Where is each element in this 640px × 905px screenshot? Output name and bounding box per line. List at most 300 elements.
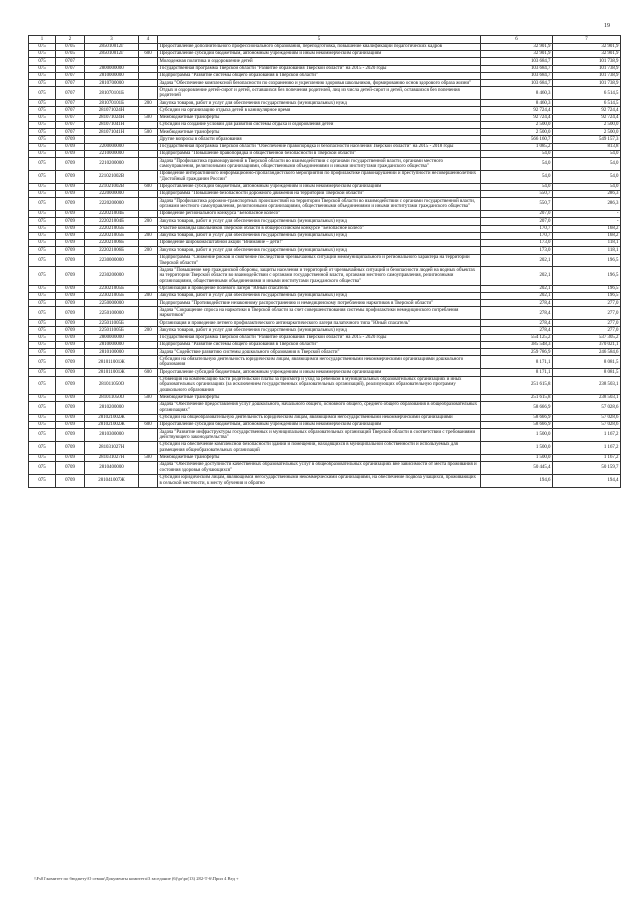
table-row bbox=[29, 232, 621, 239]
ministry-code-cell: 075 bbox=[29, 349, 56, 356]
description-cell: Субсидии на общеобразовательную деятельность юридическим лицам, являющимся негосударственными некоммерческими организациями bbox=[158, 414, 481, 421]
amount-2018-cell: 286,3 bbox=[553, 191, 621, 198]
target-article-cell: 2250000000 bbox=[85, 300, 139, 307]
target-article-cell: 281071024Н bbox=[85, 114, 139, 121]
amount-2017-cell: 278,4 bbox=[481, 327, 553, 334]
amount-2017-cell: 92 724,4 bbox=[481, 107, 553, 114]
amount-2017-cell: 8 171,1 bbox=[481, 369, 553, 376]
amount-2017-cell: 202,1 bbox=[481, 285, 553, 292]
amount-2017-cell: 8 171,1 bbox=[481, 356, 553, 369]
amount-2017-cell: 554 125,2 bbox=[481, 334, 553, 341]
section-code-cell: 0705 bbox=[56, 51, 85, 58]
table-row bbox=[29, 462, 621, 475]
amount-2017-cell: 2 500,0 bbox=[481, 121, 553, 128]
expense-type-cell bbox=[139, 402, 158, 415]
ministry-code-cell: 075 bbox=[29, 307, 56, 320]
target-article-cell bbox=[85, 136, 139, 143]
expense-type-cell: 600 bbox=[139, 51, 158, 58]
table-row bbox=[29, 422, 621, 429]
amount-2017-cell: 103 684,7 bbox=[481, 58, 553, 65]
target-article-cell: 225011005Б bbox=[85, 320, 139, 327]
amount-2018-cell: 118,1 bbox=[553, 240, 621, 247]
description-cell: Организация и проведение полевого лагеря "Юный спасатель" bbox=[158, 285, 481, 292]
ministry-code-cell: 075 bbox=[29, 232, 56, 239]
expense-type-cell bbox=[139, 121, 158, 128]
expense-type-cell bbox=[139, 474, 158, 487]
amount-2017-cell: 103 684,7 bbox=[481, 72, 553, 79]
table-row bbox=[29, 394, 621, 401]
amount-2018-cell: 194,4 bbox=[553, 474, 621, 487]
table-row bbox=[29, 285, 621, 292]
ministry-code-cell: 075 bbox=[29, 51, 56, 58]
table-row bbox=[29, 267, 621, 285]
amount-2018-cell: 8 081,5 bbox=[553, 369, 621, 376]
section-code-cell: 0709 bbox=[56, 225, 85, 232]
section-code-cell: 0709 bbox=[56, 292, 85, 299]
expense-type-cell: 200 bbox=[139, 100, 158, 107]
expense-type-cell bbox=[139, 191, 158, 198]
expense-type-cell bbox=[139, 225, 158, 232]
description-cell: Подпрограмма "Повышение правопорядка и общественной безопасности в Тверской области" bbox=[158, 150, 481, 157]
target-article-cell: 2810300000 bbox=[85, 429, 139, 442]
section-code-cell: 0709 bbox=[56, 232, 85, 239]
ministry-code-cell: 075 bbox=[29, 292, 56, 299]
expense-type-cell bbox=[139, 136, 158, 143]
target-article-cell: 281011050О bbox=[85, 394, 139, 401]
amount-2018-cell: 277,0 bbox=[553, 307, 621, 320]
amount-2018-cell: - bbox=[553, 218, 621, 225]
amount-2018-cell: 118,1 bbox=[553, 247, 621, 254]
ministry-code-cell: 075 bbox=[29, 254, 56, 267]
table-row bbox=[29, 80, 621, 87]
section-code-cell: 0707 bbox=[56, 107, 85, 114]
target-article-cell: 2810700000 bbox=[85, 80, 139, 87]
amount-2018-cell: 370 021,1 bbox=[553, 341, 621, 348]
section-code-cell: 0709 bbox=[56, 356, 85, 369]
ministry-code-cell: 075 bbox=[29, 394, 56, 401]
budget-table bbox=[28, 35, 621, 488]
ministry-code-cell: 075 bbox=[29, 402, 56, 415]
section-code-cell: 0709 bbox=[56, 191, 85, 198]
amount-2018-cell: 238 503,1 bbox=[553, 376, 621, 394]
section-code-cell: 0709 bbox=[56, 240, 85, 247]
amount-2017-cell: 170,7 bbox=[481, 232, 553, 239]
section-code-cell: 0709 bbox=[56, 267, 85, 285]
expense-type-cell bbox=[139, 65, 158, 72]
table-row bbox=[29, 225, 621, 232]
amount-2018-cell: 50 159,7 bbox=[553, 462, 621, 475]
table-row bbox=[29, 150, 621, 157]
amount-2017-cell: 54,0 bbox=[481, 158, 553, 171]
section-code-cell: 0709 bbox=[56, 320, 85, 327]
section-code-cell: 0709 bbox=[56, 143, 85, 150]
expense-type-cell bbox=[139, 356, 158, 369]
table-row bbox=[29, 211, 621, 218]
table-row bbox=[29, 349, 621, 356]
amount-2018-cell: 196,5 bbox=[553, 285, 621, 292]
table-row bbox=[29, 307, 621, 320]
ministry-code-cell: 075 bbox=[29, 240, 56, 247]
section-code-cell: 0709 bbox=[56, 422, 85, 429]
table-row bbox=[29, 65, 621, 72]
description-cell: Межбюджетные трансферты bbox=[158, 129, 481, 136]
description-cell: Другие вопросы в области образования bbox=[158, 136, 481, 143]
amount-2017-cell: 1 085,2 bbox=[481, 143, 553, 150]
description-cell: Закупка товаров, работ и услуг для обеспечения государственных (муниципальных) нужд bbox=[158, 292, 481, 299]
section-code-cell: 0707 bbox=[56, 129, 85, 136]
section-code-cell: 0709 bbox=[56, 394, 85, 401]
ministry-code-cell: 075 bbox=[29, 114, 56, 121]
amount-2017-cell: 50 445,4 bbox=[481, 462, 553, 475]
table-row bbox=[29, 171, 621, 184]
table-row bbox=[29, 121, 621, 128]
section-code-cell: 0709 bbox=[56, 474, 85, 487]
target-article-cell: 2800000000 bbox=[85, 334, 139, 341]
description-cell: Субсидии на обеспечение комплексной безопасности зданий и помещений, находящихся в муниципальной собственности и используемых для размещения общеобразовательных организаций bbox=[158, 442, 481, 455]
amount-2018-cell: 6 514,5 bbox=[553, 100, 621, 107]
ministry-code-cell: 075 bbox=[29, 320, 56, 327]
amount-2018-cell: 1 167,2 bbox=[553, 429, 621, 442]
amount-2017-cell: 170,7 bbox=[481, 225, 553, 232]
table-row bbox=[29, 376, 621, 394]
section-code-cell: 0709 bbox=[56, 334, 85, 341]
target-article-cell: 2220000000 bbox=[85, 191, 139, 198]
description-cell: Задача "Сокращение спроса на наркотики в Тверской области за счет совершенствования системы профилактики немедицинского потребления наркотиков" bbox=[158, 307, 481, 320]
amount-2017-cell: 202,1 bbox=[481, 254, 553, 267]
ministry-code-cell: 075 bbox=[29, 369, 56, 376]
table-row bbox=[29, 414, 621, 421]
expense-type-cell bbox=[139, 80, 158, 87]
section-code-cell: 0707 bbox=[56, 58, 85, 65]
ministry-code-cell: 075 bbox=[29, 285, 56, 292]
description-cell: Подпрограмма "Повышение безопасности дорожного движения на территории Тверской области" bbox=[158, 191, 481, 198]
target-article-cell: 2200000000 bbox=[85, 143, 139, 150]
description-cell: Государственная программа Тверской области "Обеспечение правопорядка и безопасности населения Тверской области" на 2015 - 2018 годы bbox=[158, 143, 481, 150]
section-code-cell: 0709 bbox=[56, 198, 85, 211]
table-row bbox=[29, 218, 621, 225]
expense-type-cell bbox=[139, 58, 158, 65]
table-row bbox=[29, 158, 621, 171]
target-article-cell: 2220200000 bbox=[85, 198, 139, 211]
ministry-code-cell: 075 bbox=[29, 183, 56, 190]
table-row bbox=[29, 402, 621, 415]
amount-2018-cell: 101 738,9 bbox=[553, 58, 621, 65]
target-article-cell: 2250100000 bbox=[85, 307, 139, 320]
amount-2018-cell: 57 028,6 bbox=[553, 414, 621, 421]
ministry-code-cell: 075 bbox=[29, 341, 56, 348]
description-cell: Задача "Обеспечение комплексной безопасности по сохранению и укреплению здоровья школьников, формированию основ здорового образа жизни" bbox=[158, 80, 481, 87]
amount-2018-cell: 2 500,0 bbox=[553, 129, 621, 136]
amount-2017-cell: 32 901,9 bbox=[481, 43, 553, 50]
ministry-code-cell: 075 bbox=[29, 80, 56, 87]
amount-2017-cell: 550,7 bbox=[481, 198, 553, 211]
expense-type-cell bbox=[139, 87, 158, 100]
section-code-cell: 0709 bbox=[56, 414, 85, 421]
expense-type-cell bbox=[139, 158, 158, 171]
table-row bbox=[29, 191, 621, 198]
expense-type-cell bbox=[139, 300, 158, 307]
ministry-code-cell: 075 bbox=[29, 247, 56, 254]
table-row bbox=[29, 341, 621, 348]
description-cell: Организация и проведение летнего профилактического антинаркотического лагеря палаточного типа "Юный спасатель" bbox=[158, 320, 481, 327]
section-code-cell: 0709 bbox=[56, 158, 85, 171]
section-code-cell: 0709 bbox=[56, 376, 85, 394]
amount-2018-cell: 101 738,9 bbox=[553, 65, 621, 72]
expense-type-cell bbox=[139, 307, 158, 320]
expense-type-cell: 500 bbox=[139, 394, 158, 401]
amount-2017-cell: 54,0 bbox=[481, 183, 553, 190]
amount-2017-cell: 8 460,3 bbox=[481, 87, 553, 100]
target-article-cell: 2210000000 bbox=[85, 150, 139, 157]
expense-type-cell bbox=[139, 376, 158, 394]
ministry-code-cell: 075 bbox=[29, 198, 56, 211]
expense-type-cell bbox=[139, 267, 158, 285]
table-row bbox=[29, 327, 621, 334]
amount-2018-cell: 54,0 bbox=[553, 150, 621, 157]
amount-2017-cell: 1 500,0 bbox=[481, 442, 553, 455]
amount-2018-cell: 6 514,5 bbox=[553, 87, 621, 100]
ministry-code-cell: 075 bbox=[29, 100, 56, 107]
table-row bbox=[29, 72, 621, 79]
table-row bbox=[29, 320, 621, 327]
ministry-code-cell: 075 bbox=[29, 422, 56, 429]
expense-type-cell bbox=[139, 240, 158, 247]
description-cell: Проведение интерактивного информационно-пропагандистского мероприятия по профилактике правонарушений и преступности несовершеннолетних "Достойный гражданин России" bbox=[158, 171, 481, 184]
description-cell: Предоставление субсидий бюджетным, автономным учреждениям и иным некоммерческим организациям bbox=[158, 422, 481, 429]
amount-2017-cell: 58 666,9 bbox=[481, 422, 553, 429]
amount-2017-cell: 173,0 bbox=[481, 247, 553, 254]
section-code-cell: 0709 bbox=[56, 341, 85, 348]
amount-2018-cell: 92 724,4 bbox=[553, 107, 621, 114]
description-cell: Предоставление дополнительного профессионального образования, переподготовка, повышение квалификации педагогических кадров bbox=[158, 43, 481, 50]
section-code-cell: 0709 bbox=[56, 442, 85, 455]
amount-2017-cell: 32 901,9 bbox=[481, 51, 553, 58]
expense-type-cell bbox=[139, 72, 158, 79]
expense-type-cell bbox=[139, 211, 158, 218]
amount-2018-cell: 57 028,6 bbox=[553, 422, 621, 429]
target-article-cell: 2230000000 bbox=[85, 254, 139, 267]
table-row bbox=[29, 254, 621, 267]
expense-type-cell: 600 bbox=[139, 422, 158, 429]
table-row bbox=[29, 143, 621, 150]
description-cell: Закупка товаров, работ и услуг для обеспечения государственных (муниципальных) нужд bbox=[158, 100, 481, 107]
amount-2017-cell: 92 724,4 bbox=[481, 114, 553, 121]
table-row bbox=[29, 100, 621, 107]
section-code-cell: 0709 bbox=[56, 369, 85, 376]
expense-type-cell bbox=[139, 143, 158, 150]
expense-type-cell bbox=[139, 442, 158, 455]
amount-2017-cell: 202,1 bbox=[481, 267, 553, 285]
expense-type-cell bbox=[139, 107, 158, 114]
amount-2018-cell: 246 584,6 bbox=[553, 349, 621, 356]
target-article-cell: 281031027Н bbox=[85, 442, 139, 455]
description-cell: Предоставление субсидий бюджетным, автономным учреждениям и иным некоммерческим организациям bbox=[158, 183, 481, 190]
expense-type-cell: 200 bbox=[139, 232, 158, 239]
table-row bbox=[29, 136, 621, 143]
amount-2018-cell: 238 503,1 bbox=[553, 394, 621, 401]
section-code-cell: 0709 bbox=[56, 454, 85, 461]
amount-2017-cell: 207,0 bbox=[481, 211, 553, 218]
description-cell: Отдых и оздоровление детей-сирот и детей, оставшихся без попечения родителей, лиц из числа детей-сирот и детей, оставшихся без попечения родителей bbox=[158, 87, 481, 100]
description-cell: Задача "Профилактика дорожно-транспортных происшествий на территории Тверской области во взаимодействии с органами государственной власти, органами местного самоуправления, религиозными организациями, общественными объединениями и иными институтами гражданского общества" bbox=[158, 198, 481, 211]
ministry-code-cell: 075 bbox=[29, 327, 56, 334]
description-cell: Субсидии юридическим лицам, являющимся негосударственными некоммерческими организациями, на обеспечение подвоза учащихся, проживающих в сельской местности, к месту обучения и обратно bbox=[158, 474, 481, 487]
description-cell: Задача "Содействие развитию системы дошкольного образования в Тверской области" bbox=[158, 349, 481, 356]
target-article-cell: 281071024Н bbox=[85, 107, 139, 114]
description-cell: Межбюджетные трансферты bbox=[158, 394, 481, 401]
amount-2017-cell: 54,0 bbox=[481, 171, 553, 184]
table-row bbox=[29, 300, 621, 307]
expense-type-cell bbox=[139, 341, 158, 348]
amount-2017-cell: 207,0 bbox=[481, 218, 553, 225]
section-code-cell: 0707 bbox=[56, 87, 85, 100]
expense-type-cell bbox=[139, 43, 158, 50]
section-code-cell: 0709 bbox=[56, 327, 85, 334]
description-cell: Закупка товаров, работ и услуг для обеспечения государственных (муниципальных) нужд bbox=[158, 232, 481, 239]
target-article-cell: 225011005Б bbox=[85, 327, 139, 334]
amount-2017-cell: 58 666,9 bbox=[481, 414, 553, 421]
target-article-cell: 222021005Б bbox=[85, 225, 139, 232]
target-article-cell: 281031027Н bbox=[85, 454, 139, 461]
description-cell: Проведение регионального конкурса "Безопасное колесо" bbox=[158, 211, 481, 218]
expense-type-cell: 600 bbox=[139, 183, 158, 190]
amount-2018-cell: 196,5 bbox=[553, 267, 621, 285]
amount-2018-cell: 57 028,6 bbox=[553, 402, 621, 415]
column-header: 7 bbox=[553, 36, 621, 44]
target-article-cell: 2810000000 bbox=[85, 72, 139, 79]
table-row bbox=[29, 114, 621, 121]
description-cell: Подпрограмма "Развитие системы общего образования в Тверской области" bbox=[158, 72, 481, 79]
section-code-cell: 0709 bbox=[56, 218, 85, 225]
amount-2018-cell: 54,0 bbox=[553, 171, 621, 184]
amount-2018-cell: 101 738,9 bbox=[553, 72, 621, 79]
table-body bbox=[29, 43, 621, 487]
column-header: 5 bbox=[158, 36, 481, 44]
amount-2017-cell: 2 500,0 bbox=[481, 129, 553, 136]
target-article-cell: 281070101Б bbox=[85, 87, 139, 100]
ministry-code-cell: 075 bbox=[29, 462, 56, 475]
expense-type-cell bbox=[139, 285, 158, 292]
target-article-cell: 285010012Г bbox=[85, 43, 139, 50]
column-header: 2 bbox=[56, 36, 85, 44]
target-article-cell: 281041007Ж bbox=[85, 474, 139, 487]
description-cell: Закупка товаров, работ и услуг для обеспечения государственных (муниципальных) нужд bbox=[158, 247, 481, 254]
amount-2018-cell: 2 500,0 bbox=[553, 121, 621, 128]
amount-2018-cell: 813,8 bbox=[553, 143, 621, 150]
target-article-cell: 281011001Ж bbox=[85, 369, 139, 376]
ministry-code-cell: 075 bbox=[29, 65, 56, 72]
amount-2017-cell: 278,4 bbox=[481, 320, 553, 327]
ministry-code-cell: 075 bbox=[29, 225, 56, 232]
section-code-cell: 0707 bbox=[56, 121, 85, 128]
description-cell: Проведение широкомасштабной акции "Внимание – дети!" bbox=[158, 240, 481, 247]
section-code-cell: 0709 bbox=[56, 429, 85, 442]
amount-2017-cell: 54,0 bbox=[481, 150, 553, 157]
section-code-cell: 0709 bbox=[56, 136, 85, 143]
description-cell: Подпрограмма "Снижение рисков и смягчение последствий чрезвычайных ситуаций межмуниципального и регионального характера на территории Тверской области" bbox=[158, 254, 481, 267]
table-row bbox=[29, 183, 621, 190]
section-code-cell: 0709 bbox=[56, 402, 85, 415]
amount-2018-cell: 168,2 bbox=[553, 225, 621, 232]
amount-2018-cell: 54,0 bbox=[553, 158, 621, 171]
amount-2017-cell: 58 666,9 bbox=[481, 402, 553, 415]
table-row bbox=[29, 369, 621, 376]
description-cell: Задача "Обеспечение предоставления услуг дошкольного, начального общего, основного общего, среднего общего образования в общеобразовательных организациях" bbox=[158, 402, 481, 415]
ministry-code-cell: 075 bbox=[29, 218, 56, 225]
description-cell: Задача "Обеспечение доступности качественных образовательных услуг в общеобразовательных организациях вне зависимости от места проживания и состояния здоровья обучающихся" bbox=[158, 462, 481, 475]
amount-2017-cell: 278,4 bbox=[481, 307, 553, 320]
section-code-cell: 0707 bbox=[56, 114, 85, 121]
description-cell: Закупка товаров, работ и услуг для обеспечения государственных (муниципальных) нужд bbox=[158, 218, 481, 225]
target-article-cell: 285010012Г bbox=[85, 51, 139, 58]
target-article-cell: 222021005Б bbox=[85, 232, 139, 239]
amount-2018-cell: 196,5 bbox=[553, 254, 621, 267]
amount-2017-cell: 278,4 bbox=[481, 300, 553, 307]
ministry-code-cell: 075 bbox=[29, 43, 56, 50]
ministry-code-cell: 075 bbox=[29, 376, 56, 394]
amount-2017-cell: 1 500,0 bbox=[481, 454, 553, 461]
table-row bbox=[29, 334, 621, 341]
amount-2018-cell: 101 738,9 bbox=[553, 80, 621, 87]
amount-2018-cell: 168,2 bbox=[553, 232, 621, 239]
amount-2018-cell: 92 724,4 bbox=[553, 114, 621, 121]
target-article-cell: 281021002Ж bbox=[85, 414, 139, 421]
ministry-code-cell: 075 bbox=[29, 58, 56, 65]
column-header: 6 bbox=[481, 36, 553, 44]
target-article-cell: 2810200000 bbox=[85, 402, 139, 415]
amount-2018-cell: 286,3 bbox=[553, 198, 621, 211]
table-row bbox=[29, 442, 621, 455]
target-article-cell: 223021005Б bbox=[85, 292, 139, 299]
target-article-cell: 222021006Б bbox=[85, 247, 139, 254]
target-article-cell: 2810000000 bbox=[85, 341, 139, 348]
description-cell: Предоставление субсидий бюджетным, автономным учреждениям и иным некоммерческим организациям bbox=[158, 369, 481, 376]
section-code-cell: 0709 bbox=[56, 307, 85, 320]
table-row bbox=[29, 43, 621, 50]
ministry-code-cell: 075 bbox=[29, 150, 56, 157]
section-code-cell: 0707 bbox=[56, 72, 85, 79]
ministry-code-cell: 075 bbox=[29, 72, 56, 79]
target-article-cell: 2810100000 bbox=[85, 349, 139, 356]
amount-2018-cell: 537 305,2 bbox=[553, 334, 621, 341]
section-code-cell: 0709 bbox=[56, 300, 85, 307]
ministry-code-cell: 075 bbox=[29, 429, 56, 442]
expense-type-cell: 200 bbox=[139, 292, 158, 299]
target-article-cell bbox=[85, 58, 139, 65]
expense-type-cell bbox=[139, 320, 158, 327]
target-article-cell: 221021002В bbox=[85, 171, 139, 184]
target-article-cell: 221021002В bbox=[85, 183, 139, 190]
ministry-code-cell: 075 bbox=[29, 356, 56, 369]
ministry-code-cell: 075 bbox=[29, 442, 56, 455]
section-code-cell: 0709 bbox=[56, 285, 85, 292]
table-row bbox=[29, 474, 621, 487]
target-article-cell: 222021004Б bbox=[85, 211, 139, 218]
description-cell: Подпрограмма "Развитие системы общего образования в Тверской области" bbox=[158, 341, 481, 348]
ministry-code-cell: 075 bbox=[29, 136, 56, 143]
target-article-cell: 2800000000 bbox=[85, 65, 139, 72]
ministry-code-cell: 075 bbox=[29, 474, 56, 487]
expense-type-cell: 500 bbox=[139, 454, 158, 461]
amount-2017-cell: 103 684,7 bbox=[481, 80, 553, 87]
expense-type-cell bbox=[139, 414, 158, 421]
ministry-code-cell: 075 bbox=[29, 158, 56, 171]
ministry-code-cell: 075 bbox=[29, 129, 56, 136]
amount-2017-cell: 566 160,7 bbox=[481, 136, 553, 143]
amount-2017-cell: 385 548,3 bbox=[481, 341, 553, 348]
target-article-cell: 222021004Б bbox=[85, 218, 139, 225]
expense-type-cell bbox=[139, 171, 158, 184]
